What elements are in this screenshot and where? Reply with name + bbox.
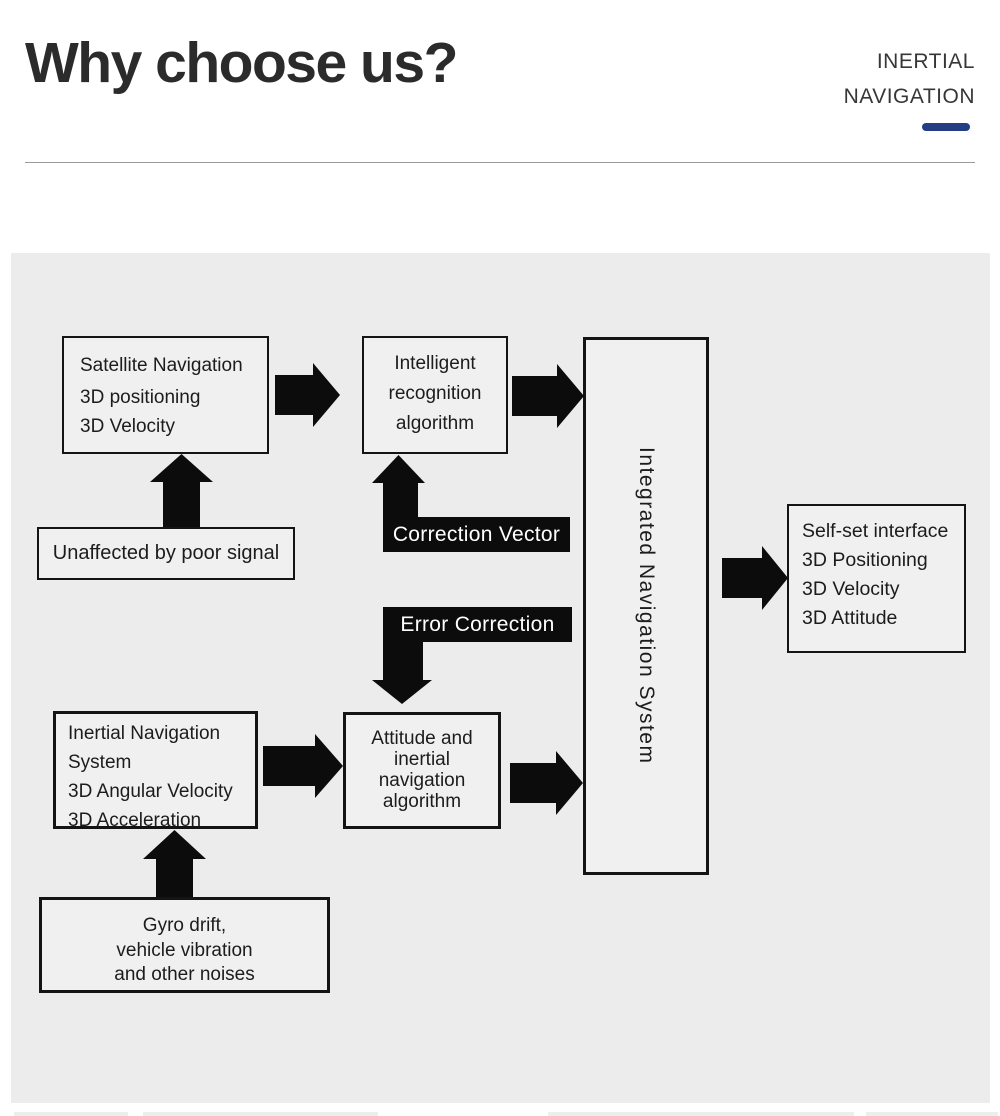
arrow-right-icon [510, 751, 583, 815]
arrow-down-head-icon [372, 680, 432, 704]
node-inertial-navigation-system [53, 711, 258, 829]
correction-vector-label: Correction Vector [383, 517, 570, 552]
node-line: vehicle vibration [116, 939, 253, 961]
node-line: recognition [388, 383, 482, 404]
arrow-stem [383, 640, 423, 682]
node-line: 3D Positioning [802, 549, 928, 571]
flowchart-panel [11, 253, 990, 1103]
node-line: 3D Angular Velocity [68, 781, 233, 802]
brand-accent-bar [922, 123, 970, 131]
node-line: Attitude and [371, 728, 473, 749]
node-line: Inertial Navigation [68, 723, 221, 744]
node-line: Unaffected by poor signal [52, 542, 280, 564]
bottom-strip [548, 1112, 854, 1116]
arrow-up-icon [143, 830, 206, 897]
node-satellite-navigation [62, 336, 269, 454]
bottom-strip [14, 1112, 128, 1116]
arrow-up-icon [150, 454, 213, 527]
node-line: 3D positioning [80, 387, 201, 408]
node-line: Satellite Navigation [80, 355, 243, 376]
brand-text [844, 44, 975, 114]
node-line: Intelligent [394, 353, 476, 374]
header-divider [25, 162, 975, 163]
node-line: 3D Acceleration [68, 810, 202, 831]
node-attitude-inertial-navigation-algorithm [343, 712, 501, 829]
arrow-right-icon [263, 734, 343, 798]
arrow-right-icon [275, 363, 340, 427]
node-self-set-interface [787, 504, 966, 653]
node-integrated-navigation-system [583, 337, 709, 875]
node-line: 3D Velocity [80, 416, 176, 437]
arrow-right-icon [512, 364, 584, 428]
node-line: 3D Attitude [802, 607, 898, 629]
node-line: System [68, 752, 132, 773]
node-line: 3D Velocity [802, 578, 900, 600]
brand-line-1: INERTIAL [876, 50, 975, 73]
bottom-strip [143, 1112, 378, 1116]
node-line: inertial [394, 749, 450, 770]
arrow-right-icon [722, 546, 788, 610]
bottom-strip [866, 1112, 998, 1116]
node-line: Self-set interface [802, 520, 949, 542]
node-line: algorithm [382, 791, 462, 812]
node-gyro-drift-noises [39, 897, 330, 993]
node-line: navigation [378, 770, 466, 791]
brand-line-2: NAVIGATION [843, 85, 975, 108]
vertical-label: Integrated Navigation System [635, 447, 658, 765]
page-title: Why choose us? [25, 31, 457, 95]
arrow-up-head-icon [372, 455, 425, 483]
node-line: Gyro drift, [142, 915, 227, 936]
node-line: and other noises [114, 964, 255, 985]
node-intelligent-recognition-algorithm [362, 336, 508, 454]
node-unaffected-by-poor-signal [37, 527, 295, 580]
error-correction-label: Error Correction [383, 607, 572, 642]
arrow-stem [383, 482, 418, 519]
node-line: algorithm [395, 413, 475, 434]
